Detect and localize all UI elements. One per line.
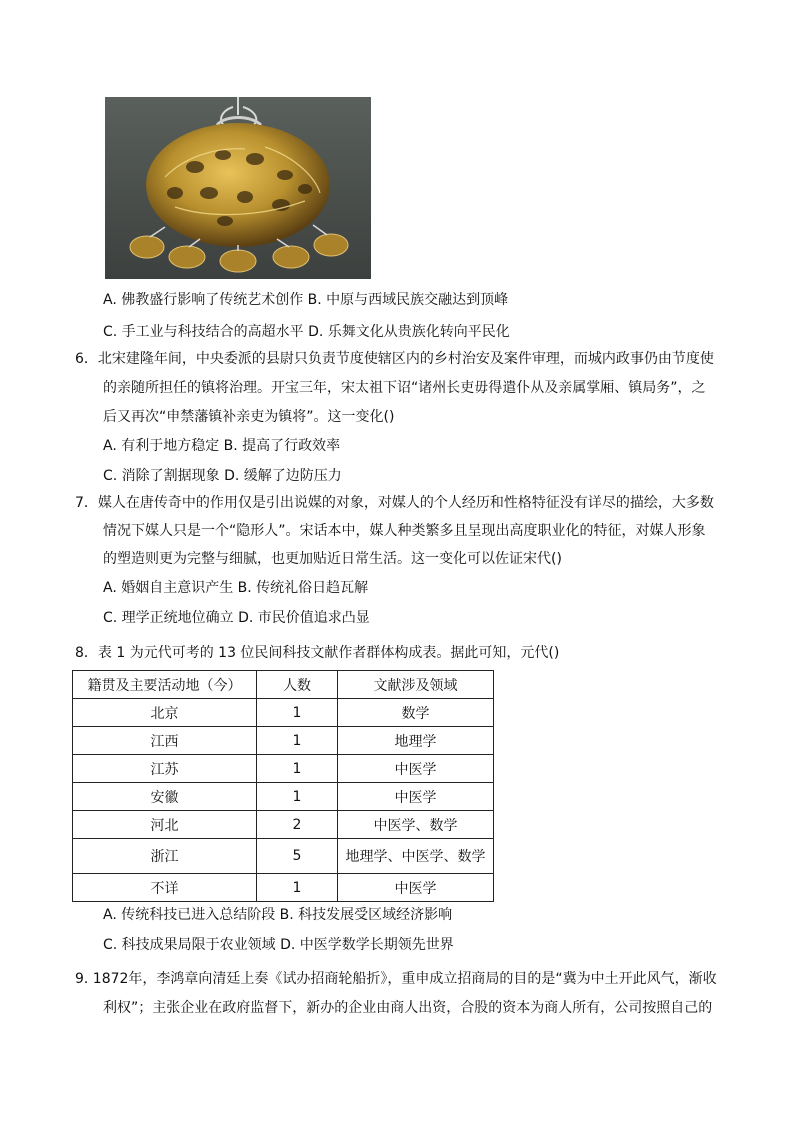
table-cell: 中医学 — [338, 874, 494, 902]
table-row — [73, 699, 494, 727]
table-cell: 1 — [257, 699, 338, 727]
table-cell: 数学 — [338, 699, 494, 727]
q7-stem-line-1: 7．媒人在唐传奇中的作用仅是引出说媒的对象，对媒人的个人经历和性格特征没有详尽的描绘，大多数 — [75, 495, 714, 511]
table-cell: 地理学 — [338, 727, 494, 755]
q9-stem-line-2: 利权”；主张企业在政府监督下，新办的企业由商人出资，合股的资本为商人所有，公司按照自己的 — [103, 1000, 713, 1016]
table-row — [73, 874, 494, 902]
gilded-censer-illustration — [105, 97, 371, 279]
table-header-cell: 文献涉及领域 — [338, 671, 494, 699]
q9-stem-line-1: 9. 1872年，李鸿章向清廷上奏《试办招商轮船折》，重申成立招商局的目的是“冀为中土开此风气，渐收 — [75, 971, 717, 987]
table-header-cell: 人数 — [257, 671, 338, 699]
table-row — [73, 811, 494, 839]
q8-option-line-2: C. 科技成果局限于农业领域 D. 中医学数学长期领先世界 — [103, 937, 454, 953]
q6-option-line-1: A. 有利于地方稳定 B. 提高了行政效率 — [103, 438, 341, 454]
q5-option-line-1: A. 佛教盛行影响了传统艺术创作 B. 中原与西域民族交融达到顶峰 — [103, 292, 509, 308]
table-cell: 河北 — [73, 811, 257, 839]
table-cell: 江苏 — [73, 755, 257, 783]
table-cell: 1 — [257, 874, 338, 902]
q8-table — [72, 670, 494, 902]
table-row — [73, 783, 494, 811]
q8-option-line-1: A. 传统科技已进入总结阶段 B. 科技发展受区域经济影响 — [103, 907, 453, 923]
table-cell: 不详 — [73, 874, 257, 902]
table-cell: 中医学 — [338, 755, 494, 783]
q8-stem: 8．表 1 为元代可考的 13 位民间科技文献作者群体构成表。据此可知，元代() — [75, 645, 560, 661]
q7-stem-line-2: 情况下媒人只是一个“隐形人”。宋话本中，媒人种类繁多且呈现出高度职业化的特征，对媒人形象 — [103, 523, 706, 539]
table-cell: 中医学、数学 — [338, 811, 494, 839]
q7-option-line-2: C. 理学正统地位确立 D. 市民价值追求凸显 — [103, 610, 370, 626]
table-cell: 浙江 — [73, 839, 257, 874]
q6-stem-line-2: 的亲随所担任的镇将治理。开宝三年，宋太祖下诏“诸州长吏毋得遣仆从及亲属掌厢、镇局务”，之 — [103, 380, 706, 396]
artifact-photo — [105, 97, 371, 279]
table-cell: 5 — [257, 839, 338, 874]
table-cell: 2 — [257, 811, 338, 839]
table-cell: 地理学、中医学、数学 — [338, 839, 494, 874]
table-cell: 江西 — [73, 727, 257, 755]
table-cell: 北京 — [73, 699, 257, 727]
table-cell: 安徽 — [73, 783, 257, 811]
table-row — [73, 727, 494, 755]
table-row — [73, 755, 494, 783]
table-cell: 1 — [257, 727, 338, 755]
q5-option-line-2: C. 手工业与科技结合的高超水平 D. 乐舞文化从贵族化转向平民化 — [103, 324, 510, 340]
table-header-cell: 籍贯及主要活动地（今） — [73, 671, 257, 699]
table-cell: 1 — [257, 755, 338, 783]
q6-option-line-2: C. 消除了割据现象 D. 缓解了边防压力 — [103, 468, 342, 484]
table-cell: 1 — [257, 783, 338, 811]
table-cell: 中医学 — [338, 783, 494, 811]
q7-option-line-1: A. 婚姻自主意识产生 B. 传统礼俗日趋瓦解 — [103, 580, 369, 596]
table-row — [73, 839, 494, 874]
q6-stem-line-3: 后又再次“申禁藩镇补亲吏为镇将”。这一变化() — [103, 409, 395, 425]
table-header-row — [73, 671, 494, 699]
q7-stem-line-3: 的塑造则更为完整与细腻，也更加贴近日常生活。这一变化可以佐证宋代() — [103, 551, 562, 567]
q6-stem-line-1: 6．北宋建隆年间，中央委派的县尉只负责节度使辖区内的乡村治安及案件审理，而城内政事仍由节度使 — [75, 351, 714, 367]
